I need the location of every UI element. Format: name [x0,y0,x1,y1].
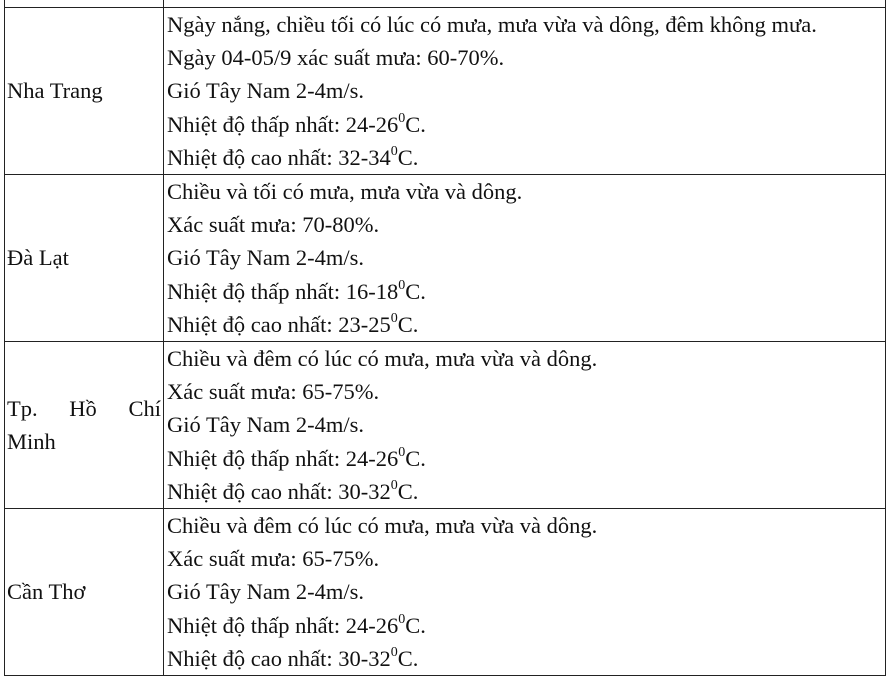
city-name: Tp. Hồ Chí Minh [5,342,164,509]
min-temperature [167,275,885,308]
celsius-unit: C. [405,278,426,304]
rain-chance: Xác suất mưa: 65-75%. [167,379,380,405]
city-name: Đà Lạt [5,175,164,342]
wind: Gió Tây Nam 2-4m/s. [167,245,365,271]
celsius-unit: C. [397,311,419,337]
celsius-unit: C. [405,445,426,471]
min-temperature-label: Nhiệt độ thấp nhất: 24-26 [167,445,399,471]
forecast-text: Chiều và tối có mưa, mưa vừa và dông. [167,179,523,205]
min-temperature [167,442,885,475]
degree-sign: 0 [390,311,398,327]
max-temperature [167,642,885,675]
min-temperature-label: Nhiệt độ thấp nhất: 24-26 [167,111,399,137]
min-temperature-label: Nhiệt độ thấp nhất: 24-26 [167,612,399,638]
city-cell-cut-off [5,0,164,8]
forecast-text: Ngày nắng, chiều tối có lúc có mưa, mưa vừa và dông, đêm không mưa. [167,12,817,37]
max-temperature-label: Nhiệt độ cao nhất: 30-32 [167,645,391,671]
max-temperature-label: Nhiệt độ cao nhất: 30-32 [167,478,391,504]
forecast-table [4,0,886,676]
min-temperature [167,609,885,642]
celsius-unit: C. [397,144,419,170]
min-temperature-label: Nhiệt độ thấp nhất: 16-18 [167,278,399,304]
degree-sign: 0 [398,111,406,127]
forecast-details [164,175,886,342]
city-name: Cần Thơ [5,509,164,676]
city-name: Nha Trang [5,8,164,175]
rain-chance: Ngày 04-05/9 xác suất mưa: 60-70%. [167,45,505,71]
max-temperature-label: Nhiệt độ cao nhất: 23-25 [167,311,391,337]
min-temperature [167,108,885,141]
table-row [5,509,886,676]
degree-sign: 0 [398,612,406,628]
forecast-details [164,8,886,175]
degree-sign: 0 [398,445,406,461]
wind: Gió Tây Nam 2-4m/s. [167,579,365,605]
celsius-unit: C. [405,612,426,638]
degree-sign: 0 [398,278,406,294]
forecast-details [164,509,886,676]
forecast-text: Chiều và đêm có lúc có mưa, mưa vừa và dông. [167,513,598,539]
forecast-details [164,342,886,509]
degree-sign: 0 [390,645,398,661]
table-row [5,175,886,342]
max-temperature [167,475,885,508]
table-row [5,8,886,175]
celsius-unit: C. [397,478,419,504]
celsius-unit: C. [405,111,426,137]
details-cell-cut-off [164,0,886,8]
max-temperature [167,141,885,174]
table-row-cut-off [5,0,886,8]
max-temperature-label: Nhiệt độ cao nhất: 32-34 [167,144,391,170]
celsius-unit: C. [397,645,419,671]
rain-chance: Xác suất mưa: 70-80%. [167,212,380,238]
table-row [5,342,886,509]
degree-sign: 0 [390,144,398,160]
rain-chance: Xác suất mưa: 65-75%. [167,546,380,572]
degree-sign: 0 [390,478,398,494]
wind: Gió Tây Nam 2-4m/s. [167,412,365,438]
forecast-text: Chiều và đêm có lúc có mưa, mưa vừa và dông. [167,346,598,372]
wind: Gió Tây Nam 2-4m/s. [167,78,365,104]
max-temperature [167,308,885,341]
